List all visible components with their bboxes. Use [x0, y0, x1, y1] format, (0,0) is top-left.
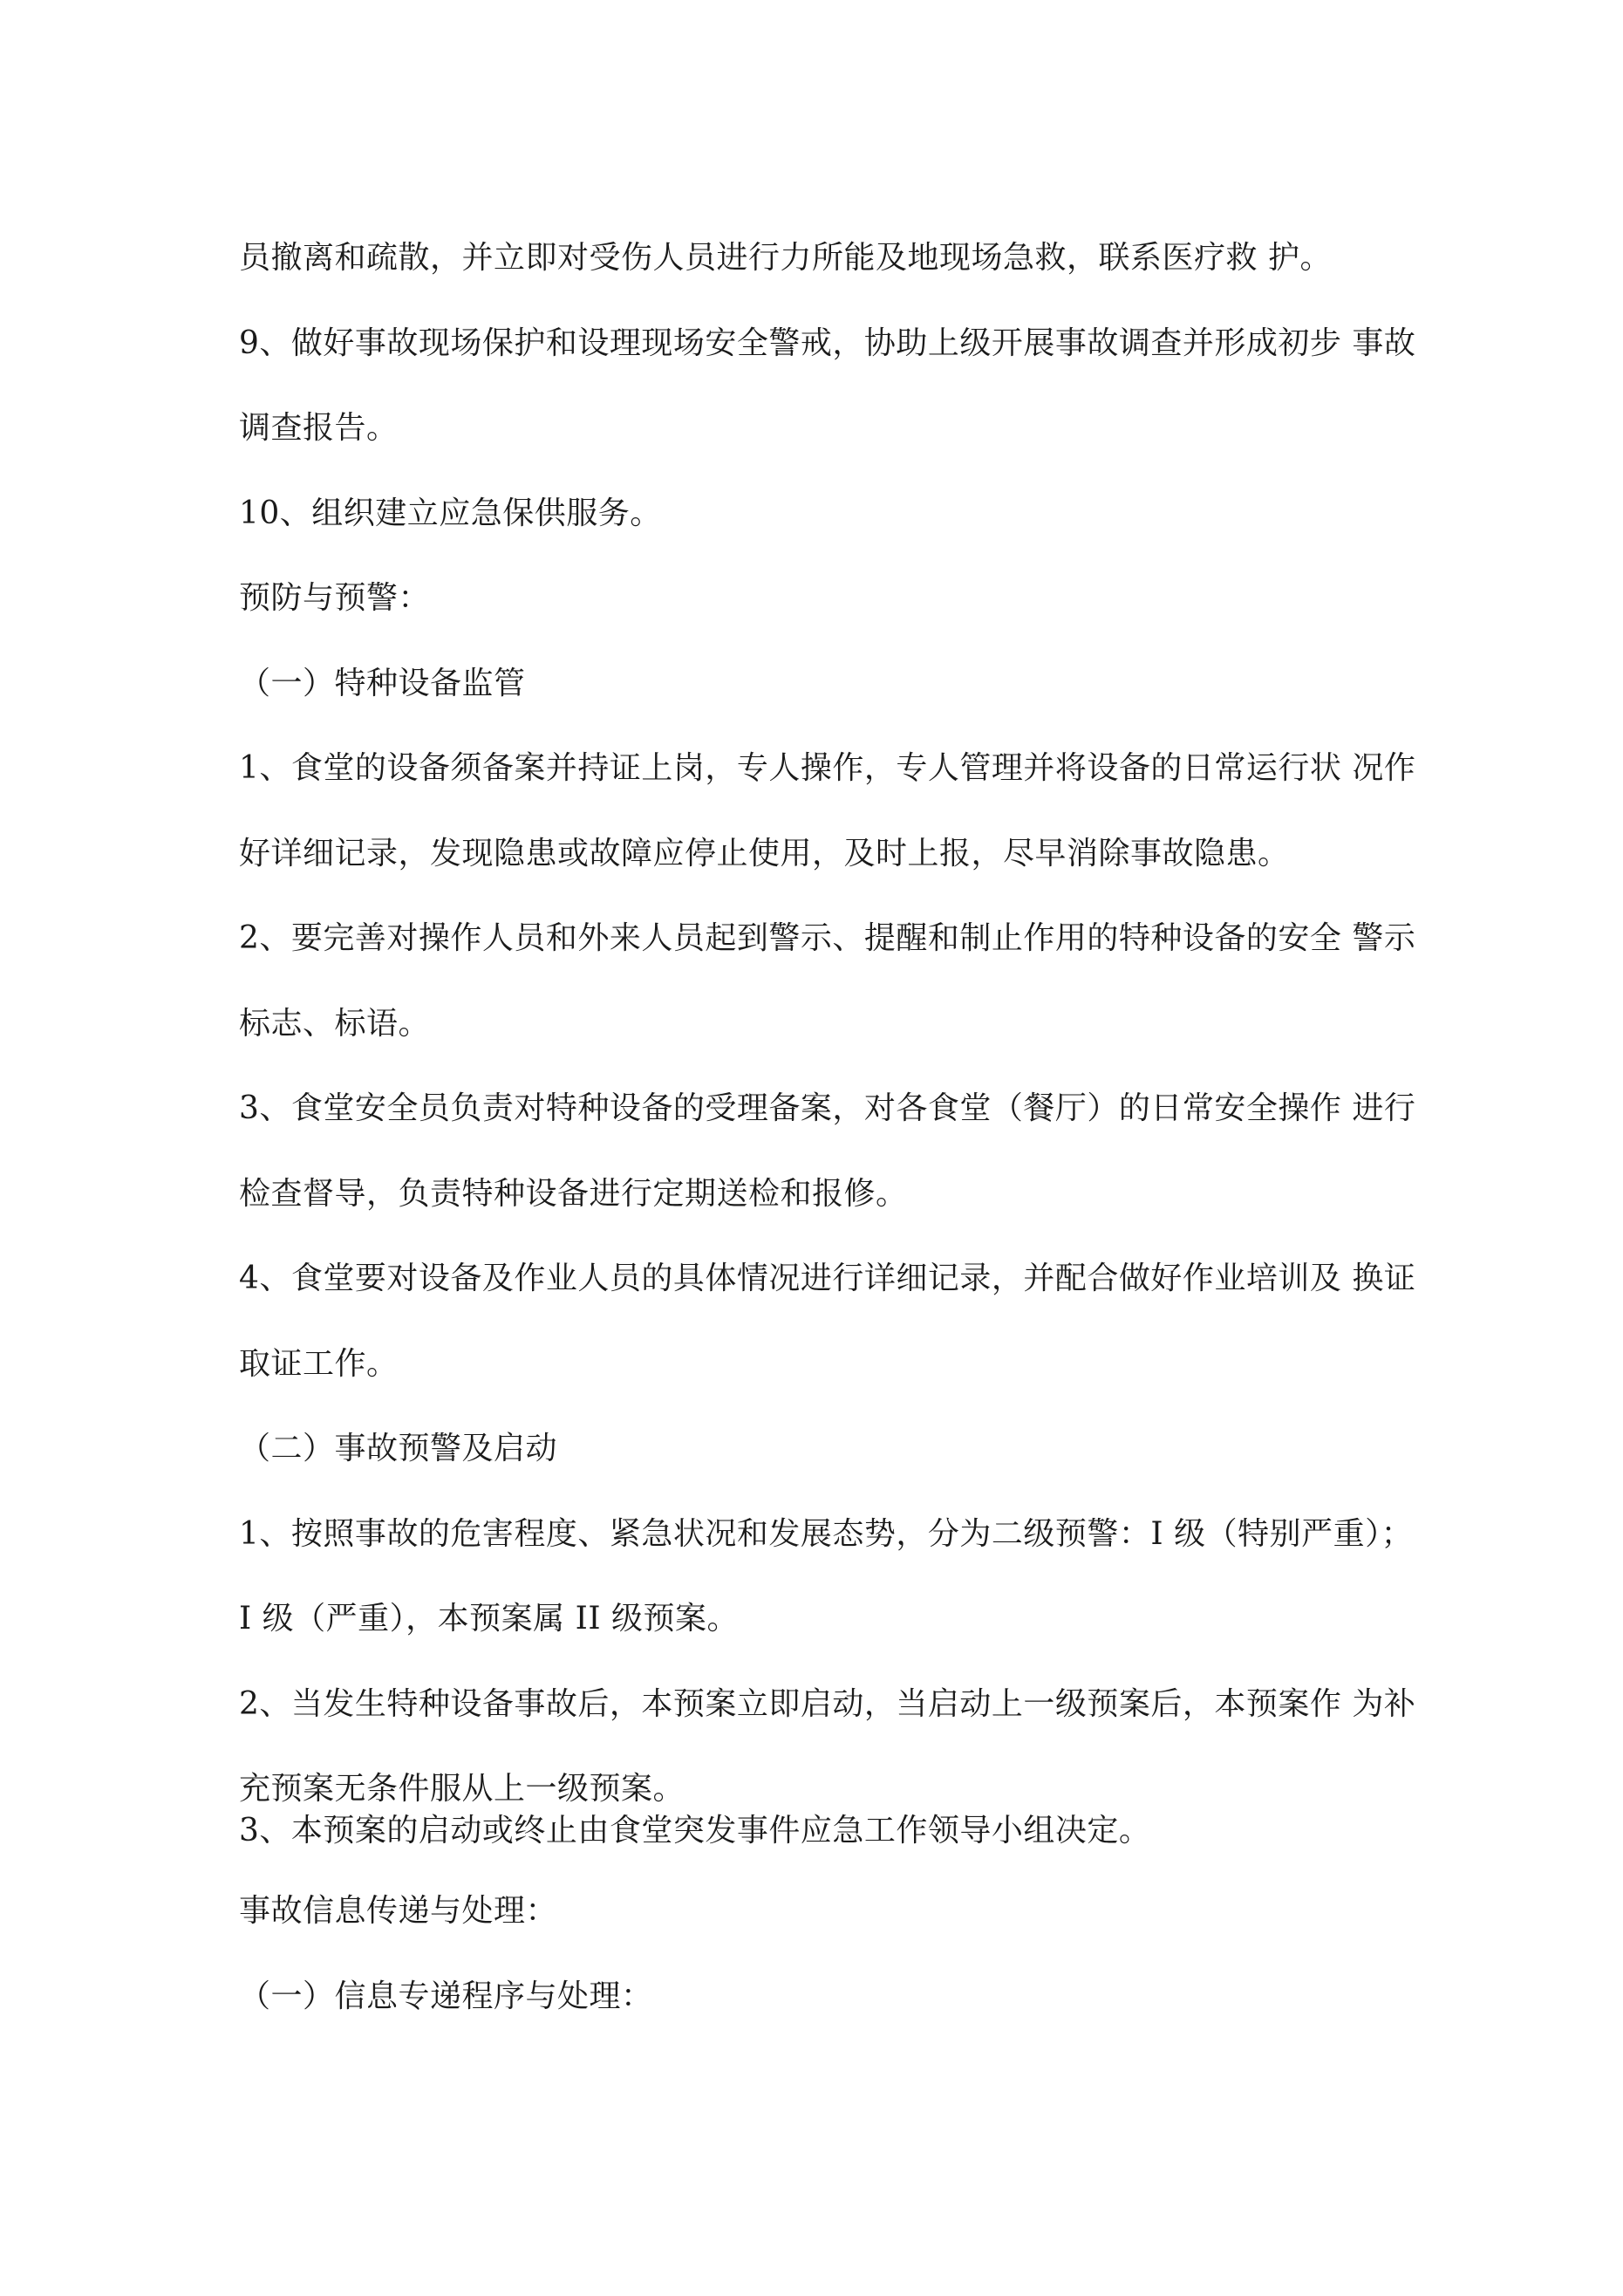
text-line: 1、按照事故的危害程度、紧急状况和发展态势，分为二级预警：I 级（特别严重）； — [239, 1516, 1414, 1552]
text-line: I 级（严重），本预案属 II 级预案。 — [239, 1601, 739, 1637]
text-line: 10、组织建立应急保供服务。 — [239, 495, 662, 531]
section-heading: 事故信息传递与处理： — [239, 1893, 558, 1929]
text-line: 2、当发生特种设备事故后，本预案立即启动，当启动上一级预案后，本预案作 为补 — [239, 1686, 1416, 1722]
text-line: 1、食堂的设备须备案并持证上岗，专人操作，专人管理并将设备的日常运行状 况作 — [239, 750, 1416, 786]
text-line: 取证工作。 — [239, 1346, 399, 1382]
text-line: 员撤离和疏散，并立即对受伤人员进行力所能及地现场急救，联系医疗救 护。 — [239, 240, 1332, 276]
text-line: 9、做好事故现场保护和设理现场安全警戒，协助上级开展事故调查并形成初步 事故 — [239, 325, 1416, 361]
text-line: 3、食堂安全员负责对特种设备的受理备案，对各食堂（餐厅）的日常安全操作 进行 — [239, 1090, 1416, 1126]
text-line: 检查督导，负责特种设备进行定期送检和报修。 — [239, 1176, 908, 1212]
text-line: 充预案无条件服从上一级预案。 — [239, 1771, 685, 1807]
subsection-heading: （一）信息专递程序与处理： — [239, 1978, 653, 2014]
text-line: 4、食堂要对设备及作业人员的具体情况进行详细记录，并配合做好作业培训及 换证 — [239, 1261, 1416, 1296]
section-heading: 预防与预警： — [239, 580, 431, 616]
text-line: 2、要完善对操作人员和外来人员起到警示、提醒和制止作用的特种设备的安全 警示 — [239, 920, 1416, 956]
text-line: 标志、标语。 — [239, 1006, 431, 1042]
subsection-heading: （二）事故预警及启动 — [239, 1431, 558, 1466]
text-line: 调查报告。 — [239, 410, 399, 446]
text-line: 好详细记录，发现隐患或故障应停止使用，及时上报，尽早消除事故隐患。 — [239, 836, 1290, 871]
subsection-heading: （一）特种设备监管 — [239, 666, 526, 701]
text-line: 3、本预案的启动或终止由食堂突发事件应急工作领导小组决定。 — [239, 1813, 1151, 1848]
